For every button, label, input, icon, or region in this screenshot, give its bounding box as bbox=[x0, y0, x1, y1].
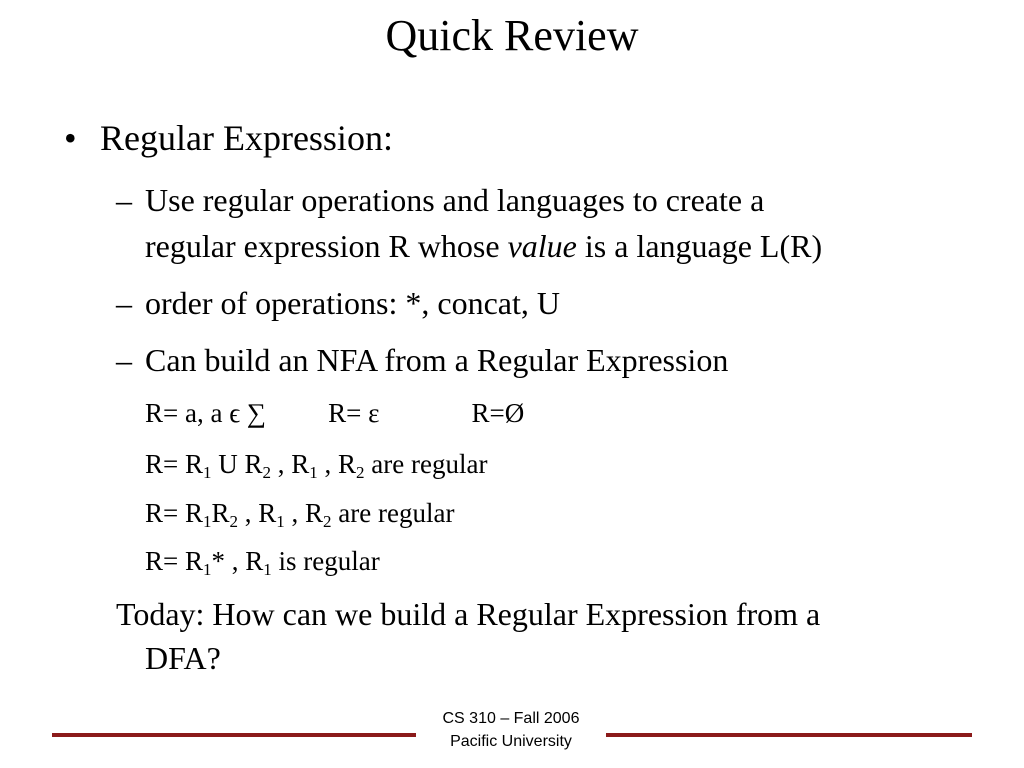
eq-subscript: 1 bbox=[203, 463, 212, 482]
italic-value: value bbox=[507, 228, 577, 264]
sub-bullet-build-nfa bbox=[116, 337, 728, 383]
eq-subscript: 1 bbox=[203, 560, 212, 579]
eq-text: , R bbox=[317, 449, 357, 479]
footer-university: Pacific University bbox=[450, 733, 572, 750]
sub-bullet-use-regular-operations bbox=[116, 177, 822, 269]
equation-concat bbox=[145, 493, 454, 533]
eq-text: R= R bbox=[145, 498, 203, 528]
footer-rule-left bbox=[52, 733, 416, 737]
eq-subscript: 1 bbox=[203, 512, 212, 531]
dash-symbol: – bbox=[116, 285, 132, 321]
text-after-value: is a language L(R) bbox=[576, 228, 823, 264]
eq-text: R= R bbox=[145, 449, 203, 479]
sub-bullet-text: Can build an NFA from a Regular Expression bbox=[145, 342, 729, 378]
eq-text: U R bbox=[211, 449, 263, 479]
dash-symbol: – bbox=[116, 182, 132, 218]
eq-text: , R bbox=[271, 449, 310, 479]
sub-bullet-line1: Use regular operations and languages to create a bbox=[145, 182, 765, 218]
equation-star bbox=[145, 541, 380, 581]
eq-subscript: 2 bbox=[356, 463, 365, 482]
eq-text: , R bbox=[238, 498, 277, 528]
bullet-symbol: • bbox=[64, 118, 77, 158]
slide-title: Quick Review bbox=[385, 11, 639, 60]
eq-text: are regular bbox=[364, 449, 488, 479]
footer-rule-right bbox=[606, 733, 972, 737]
eq-subscript: 1 bbox=[276, 512, 285, 531]
today-question bbox=[116, 592, 820, 680]
bullet-text: Regular Expression: bbox=[100, 118, 393, 158]
footer-text bbox=[416, 707, 606, 753]
today-line2: DFA? bbox=[145, 640, 221, 676]
today-line1: Today: How can we build a Regular Expression from a bbox=[116, 596, 821, 632]
sub-bullet-order-of-operations bbox=[116, 280, 560, 326]
eq-part-a: R= a, a ϵ ∑ bbox=[145, 398, 267, 428]
eq-text: * , R bbox=[211, 546, 264, 576]
footer-course: CS 310 – Fall 2006 bbox=[442, 710, 580, 727]
sub-bullet-text: order of operations: *, concat, U bbox=[145, 285, 560, 321]
text-before-value: regular expression R whose bbox=[145, 228, 508, 264]
eq-text: R= R bbox=[145, 546, 203, 576]
eq-subscript: 1 bbox=[309, 463, 318, 482]
equation-union bbox=[145, 444, 487, 484]
eq-subscript: 1 bbox=[263, 560, 272, 579]
equation-base-cases bbox=[145, 393, 524, 433]
eq-text: are regular bbox=[331, 498, 455, 528]
eq-text: is regular bbox=[271, 546, 380, 576]
eq-subscript: 2 bbox=[262, 463, 272, 482]
eq-part-c: R=Ø bbox=[471, 398, 525, 428]
sub-bullet-line2 bbox=[116, 223, 822, 269]
eq-subscript: 2 bbox=[229, 512, 239, 531]
eq-text: , R bbox=[284, 498, 324, 528]
eq-part-b: R= ε bbox=[328, 398, 380, 428]
eq-subscript: 2 bbox=[323, 512, 332, 531]
bullet-regular-expression bbox=[64, 112, 393, 164]
dash-symbol: – bbox=[116, 342, 132, 378]
eq-text: R bbox=[211, 498, 230, 528]
